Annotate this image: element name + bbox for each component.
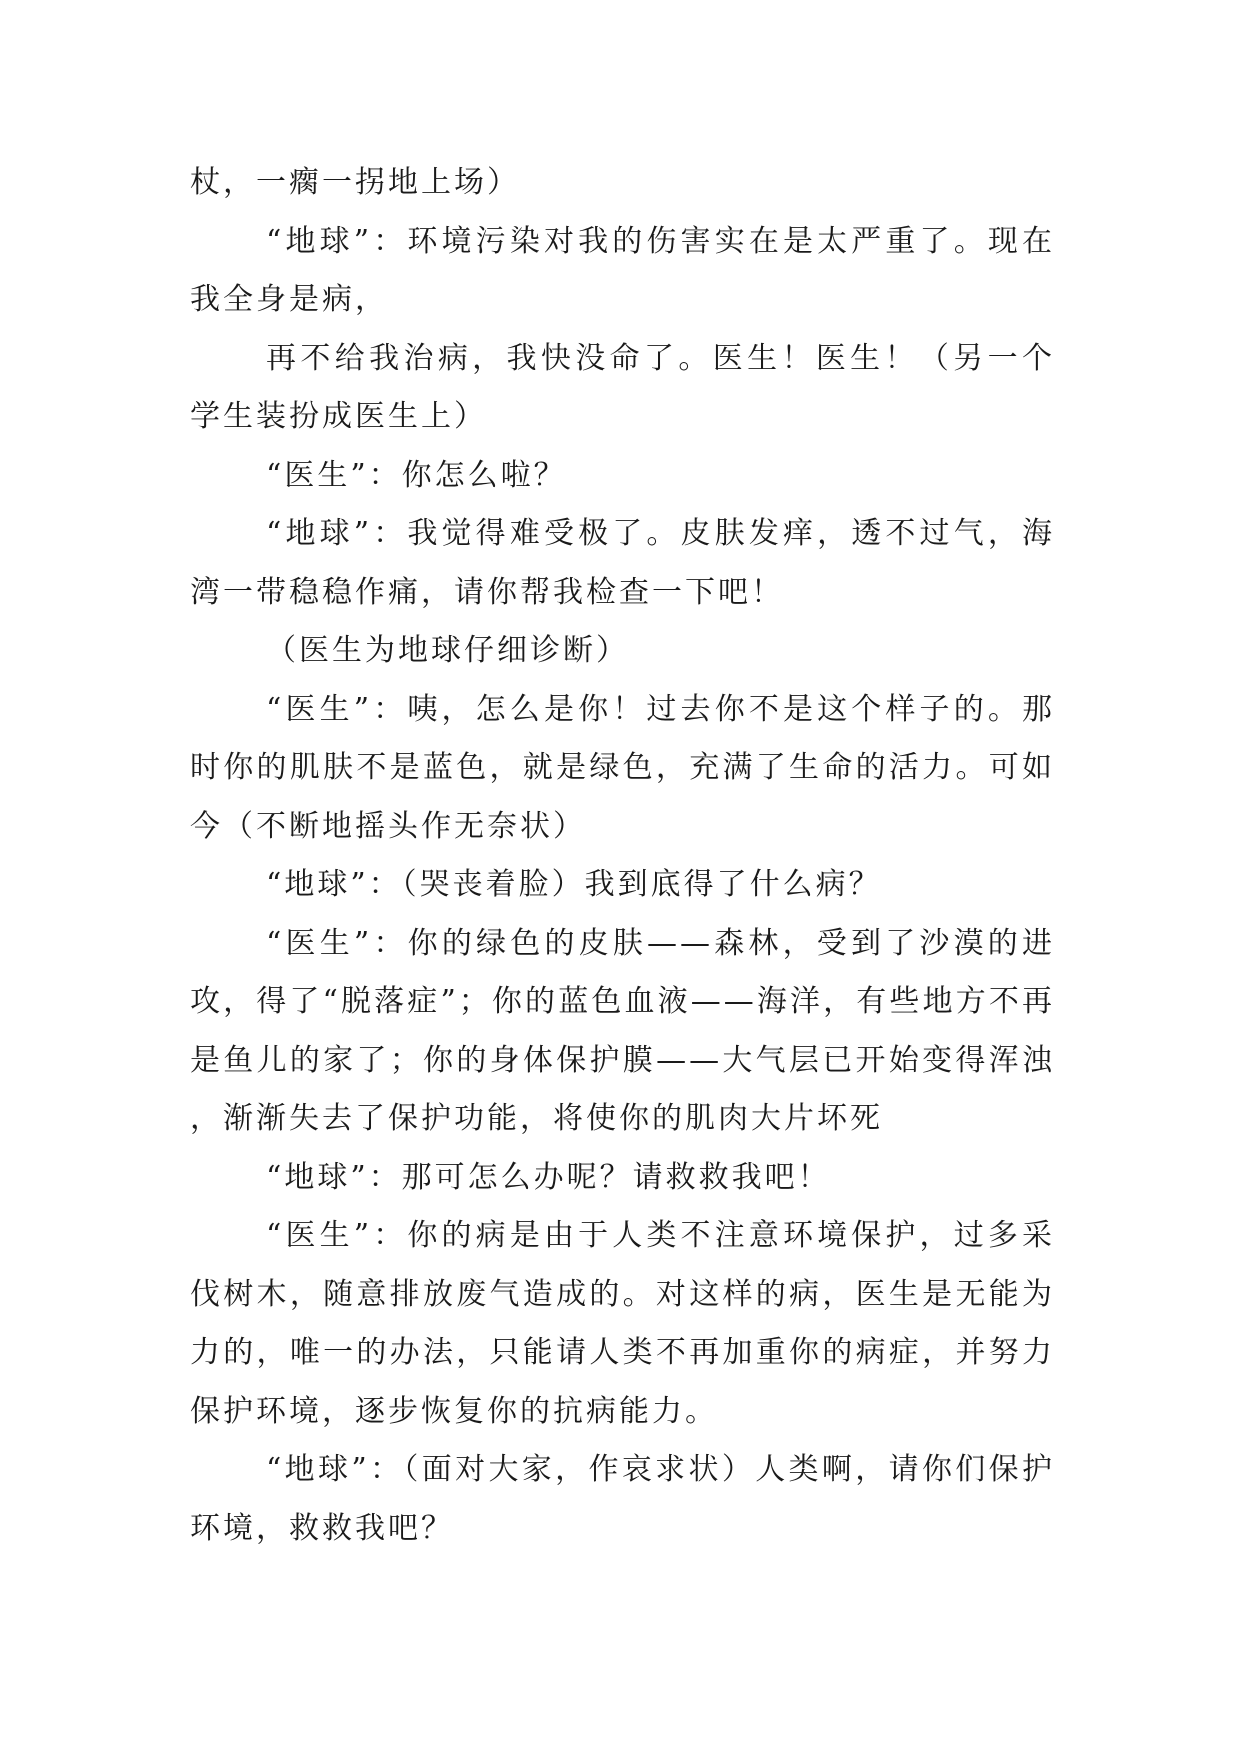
paragraph-8: “地球”：（哭丧着脸）我到底得了什么病？ <box>266 867 882 902</box>
paragraph-10: “地球”：那可怎么办呢？请救救我吧！ <box>266 1159 831 1195</box>
paragraph-1: 杖，一瘸一拐地上场） <box>190 165 520 200</box>
paragraph-5: “地球”：我觉得难受极了。皮肤发痒，透不过气，海湾一带稳稳作痛，请你帮我检查一下吧！ <box>190 516 1055 610</box>
document-body <box>190 154 1055 1558</box>
paragraph-4: “医生”：你怎么啦？ <box>266 457 567 493</box>
paragraph-11: “医生”：你的病是由于人类不注意环境保护，过多采伐树木，随意排放废气造成的。对这样的病，医生是无能为力的，唯一的办法，只能请人类不再加重你的病症，并努力保护环境，逐步恢复你的抗病能力。 <box>190 1218 1055 1429</box>
paragraph-3: 再不给我治病，我快没命了。医生！医生！（另一个学生装扮成医生上） <box>190 340 1055 434</box>
paragraph-2: “地球”：环境污染对我的伤害实在是太严重了。现在我全身是病， <box>190 223 1055 317</box>
paragraph-9: “医生”：你的绿色的皮肤——森林，受到了沙漠的进攻，得了“脱落症”；你的蓝色血液——海洋，有些地方不再是鱼儿的家了；你的身体保护膜——大气层已开始变得浑浊，渐渐失去了保护功能，将使你的肌肉大片坏死 <box>190 925 1055 1136</box>
paragraph-7: “医生”：咦，怎么是你！过去你不是这个样子的。那时你的肌肤不是蓝色，就是绿色，充满了生命的活力。可如今（不断地摇头作无奈状） <box>190 691 1055 844</box>
paragraph-12: “地球”：（面对大家，作哀求状）人类啊，请你们保护环境，救救我吧？ <box>190 1452 1055 1546</box>
paragraph-6: （医生为地球仔细诊断） <box>266 633 629 668</box>
